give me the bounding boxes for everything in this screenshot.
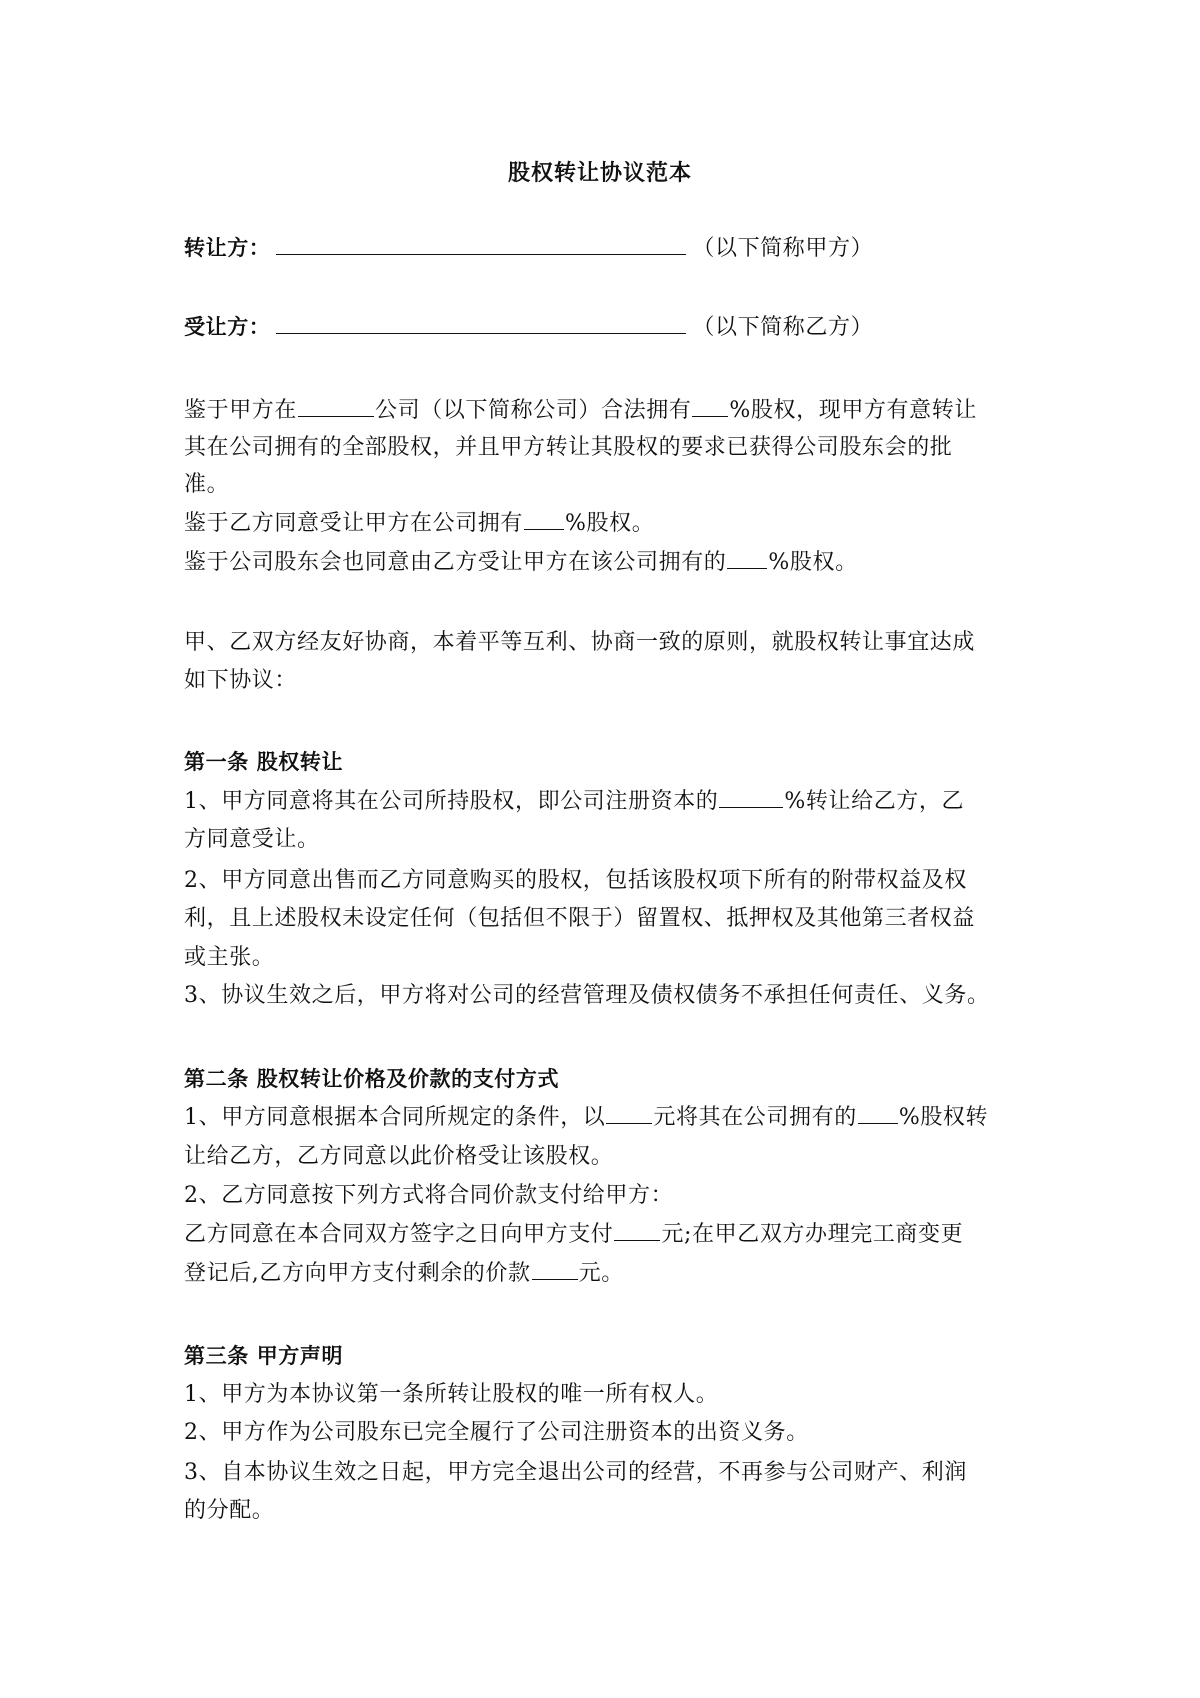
article-2-percent-blank[interactable] — [858, 1103, 898, 1124]
article-1-clause-1-line-2: 方同意受让。 — [184, 827, 320, 852]
document-title: 股权转让协议范本 — [507, 161, 692, 186]
whereas-3-line — [184, 548, 858, 578]
transferee-label: 受让方： — [184, 315, 271, 339]
registered-capital-percent-blank[interactable] — [719, 787, 783, 808]
share-percent-blank[interactable] — [692, 396, 728, 417]
preamble-line-1: 甲、乙双方经友好协商，本着平等互利、协商一致的原则，就股权转让事宜达成 — [184, 630, 976, 655]
transferor-label: 转让方： — [184, 236, 271, 260]
whereas-1-line-2: 其在公司拥有的全部股权，并且甲方转让其股权的要求已获得公司股东会的批 — [184, 435, 953, 460]
article-1-clause-2-line-2: 利，且上述股权未设定任何（包括但不限于）留置权、抵押权及其他第三者权益 — [184, 906, 976, 931]
article-1-heading: 第一条 股权转让 — [184, 750, 344, 774]
payment-text-b: 元;在甲乙双方办理完工商变更 — [661, 1222, 964, 1247]
article-2-heading: 第二条 股权转让价格及价款的支付方式 — [184, 1067, 560, 1091]
whereas-2-line — [184, 509, 654, 539]
whereas-1-line-3: 准。 — [184, 472, 230, 497]
whereas-2-text-a: 鉴于乙方同意受让甲方在公司拥有 — [184, 511, 524, 536]
whereas-1-text-c: %股权，现甲方有意转让 — [729, 398, 977, 423]
transferor-blank[interactable] — [276, 232, 686, 255]
article-1-clause-1-text-a: 1、甲方同意将其在公司所持股权，即公司注册资本的 — [184, 789, 719, 814]
payment-text-a: 乙方同意在本合同双方签字之日向甲方支付 — [184, 1222, 614, 1247]
article-1-clause-1-text-b: %转让给乙方，乙 — [784, 789, 965, 814]
article-1-clause-2-line-3: 或主张。 — [184, 945, 275, 970]
transferee-blank[interactable] — [276, 311, 686, 334]
preamble-line-2: 如下协议： — [184, 668, 298, 693]
article-2-clause-1-line-1 — [184, 1103, 988, 1133]
whereas-3-text-a: 鉴于公司股东会也同意由乙方受让甲方在该公司拥有的 — [184, 550, 727, 575]
article-3-clause-1: 1、甲方为本协议第一条所转让股权的唯一所有权人。 — [184, 1382, 719, 1407]
article-2-clause-1-text-b: 元将其在公司拥有的 — [653, 1105, 857, 1130]
payment-text-c: 登记后,乙方向甲方支付剩余的价款 — [184, 1261, 531, 1286]
whereas-2-text-b: %股权。 — [565, 511, 655, 536]
payment-terms-line-2 — [184, 1259, 624, 1289]
payment-text-d: 元。 — [578, 1261, 624, 1286]
article-3-clause-3-line-2: 的分配。 — [184, 1498, 275, 1523]
company-name-blank[interactable] — [298, 396, 374, 417]
transferor-line — [184, 232, 873, 264]
article-2-clause-1-text-c: %股权转 — [898, 1105, 989, 1130]
article-3-clause-3-line-1: 3、自本协议生效之日起，甲方完全退出公司的经营，不再参与公司财产、利润 — [184, 1460, 967, 1485]
article-2-clause-1-text-a: 1、甲方同意根据本合同所规定的条件，以 — [184, 1105, 606, 1130]
transferor-note: （以下简称甲方） — [692, 236, 874, 261]
article-3-clause-2: 2、甲方作为公司股东已完全履行了公司注册资本的出资义务。 — [184, 1420, 809, 1445]
whereas-2-percent-blank[interactable] — [524, 509, 564, 530]
article-3-heading: 第三条 甲方声明 — [184, 1344, 344, 1368]
article-1-clause-2-line-1: 2、甲方同意出售而乙方同意购买的股权，包括该股权项下所有的附带权益及权 — [184, 868, 967, 893]
whereas-1-text-b: 公司（以下简称公司）合法拥有 — [375, 398, 692, 423]
article-2-clause-2: 2、乙方同意按下列方式将合同价款支付给甲方： — [184, 1183, 674, 1208]
transferee-note: （以下简称乙方） — [692, 315, 874, 340]
whereas-1-text-a: 鉴于甲方在 — [184, 398, 298, 423]
whereas-1-line-1 — [184, 396, 977, 426]
payment-terms-line-1 — [184, 1220, 963, 1250]
first-payment-blank[interactable] — [614, 1220, 660, 1241]
article-2-clause-1-line-2: 让给乙方，乙方同意以此价格受让该股权。 — [184, 1144, 614, 1169]
transferee-line — [184, 311, 873, 343]
whereas-3-text-b: %股权。 — [768, 550, 858, 575]
price-blank[interactable] — [606, 1103, 652, 1124]
article-1-clause-1-line-1 — [184, 787, 964, 817]
remaining-payment-blank[interactable] — [532, 1259, 578, 1280]
article-1-clause-3: 3、协议生效之后，甲方将对公司的经营管理及债权债务不承担任何责任、义务。 — [184, 983, 990, 1008]
whereas-3-percent-blank[interactable] — [727, 548, 767, 569]
